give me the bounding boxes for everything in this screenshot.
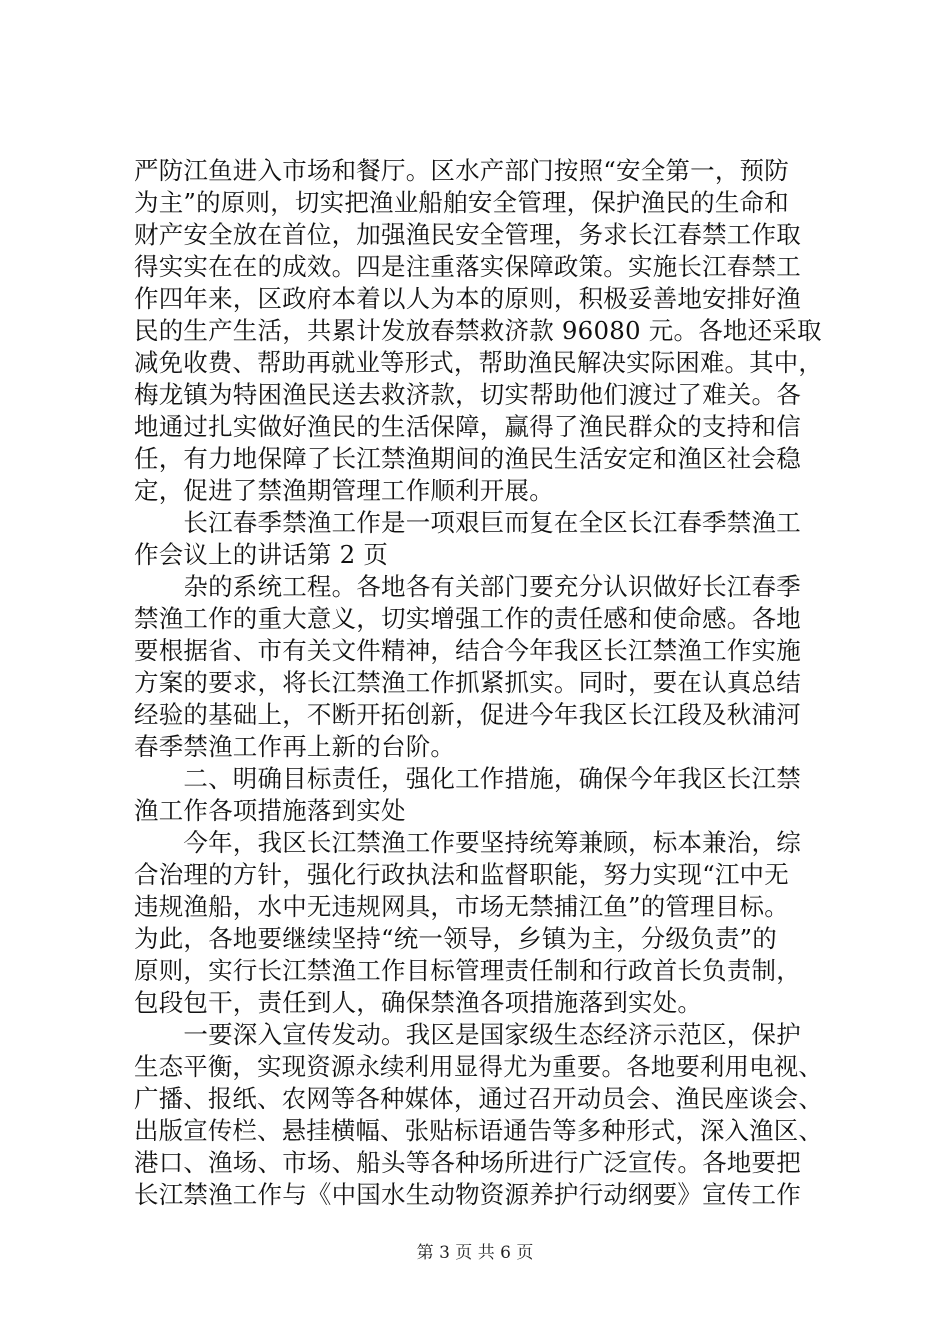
text-line: 减免收费、帮助再就业等形式，帮助渔民解决实际困难。其中， bbox=[134, 348, 823, 377]
text-line: 方案的要求，将长江禁渔工作抓紧抓实。同时，要在认真总结 bbox=[134, 668, 801, 697]
document-body bbox=[134, 155, 824, 1211]
text-line: 得实实在在的成效。四是注重落实保障政策。实施长江春禁工 bbox=[134, 252, 801, 281]
text-line: 生态平衡，实现资源永续利用显得尤为重要。各地要利用电视、 bbox=[134, 1052, 823, 1081]
text-line: 长江春季禁渔工作是一项艰巨而复在全区长江春季禁渔工 bbox=[134, 508, 801, 537]
page-footer: 第 3 页 共 6 页 bbox=[416, 1243, 534, 1263]
text-line: 为主”的原则，切实把渔业船舶安全管理，保护渔民的生命和 bbox=[134, 188, 789, 217]
text-line: 禁渔工作的重大意义，切实增强工作的责任感和使命感。各地 bbox=[134, 604, 801, 633]
text-line: 经验的基础上，不断开拓创新，促进今年我区长江段及秋浦河 bbox=[134, 700, 801, 729]
text-line: 严防江鱼进入市场和餐厅。区水产部门按照“安全第一，预防 bbox=[134, 156, 789, 185]
text-line: 作会议上的讲话第 2 页 bbox=[134, 540, 389, 569]
text-line: 梅龙镇为特困渔民送去救济款，切实帮助他们渡过了难关。各 bbox=[134, 380, 801, 409]
text-line: 春季禁渔工作再上新的台阶。 bbox=[134, 732, 456, 761]
text-line: 定，促进了禁渔期管理工作顺利开展。 bbox=[134, 476, 554, 505]
text-line: 长江禁渔工作与《中国水生动物资源养护行动纲要》宣传工作 bbox=[134, 1180, 801, 1209]
text-line: 今年，我区长江禁渔工作要坚持统筹兼顾，标本兼治，综 bbox=[134, 828, 801, 857]
text-line: 违规渔船，水中无违规网具，市场无禁捕江鱼”的管理目标。 bbox=[134, 892, 789, 921]
text-line: 出版宣传栏、悬挂横幅、张贴标语通告等多种形式，深入渔区、 bbox=[134, 1116, 823, 1145]
text-line: 原则，实行长江禁渔工作目标管理责任制和行政首长负责制， bbox=[134, 956, 801, 985]
text-line: 包段包干，责任到人，确保禁渔各项措施落到实处。 bbox=[134, 988, 703, 1017]
text-line: 杂的系统工程。各地各有关部门要充分认识做好长江春季 bbox=[134, 572, 801, 601]
text-line: 民的生产生活，共累计发放春禁救济款 96080 元。各地还采取 bbox=[134, 316, 822, 345]
text-line: 渔工作各项措施落到实处 bbox=[134, 796, 406, 825]
text-line: 任，有力地保障了长江禁渔期间的渔民生活安定和渔区社会稳 bbox=[134, 444, 801, 473]
text-line: 一要深入宣传发动。我区是国家级生态经济示范区，保护 bbox=[134, 1020, 801, 1049]
text-line: 财产安全放在首位，加强渔民安全管理，务求长江春禁工作取 bbox=[134, 220, 801, 249]
text-line: 合治理的方针，强化行政执法和监督职能，努力实现“江中无 bbox=[134, 860, 789, 889]
text-line: 要根据省、市有关文件精神，结合今年我区长江禁渔工作实施 bbox=[134, 636, 801, 665]
text-line: 为此，各地要继续坚持“统一领导，乡镇为主，分级负责”的 bbox=[134, 924, 777, 953]
text-line: 地通过扎实做好渔民的生活保障，赢得了渔民群众的支持和信 bbox=[134, 412, 801, 441]
text-line: 二、明确目标责任，强化工作措施，确保今年我区长江禁 bbox=[134, 764, 801, 793]
text-line: 港口、渔场、市场、船头等各种场所进行广泛宣传。各地要把 bbox=[134, 1148, 801, 1177]
text-line: 广播、报纸、农网等各种媒体，通过召开动员会、渔民座谈会、 bbox=[134, 1084, 823, 1113]
text-line: 作四年来，区政府本着以人为本的原则，积极妥善地安排好渔 bbox=[134, 284, 801, 313]
